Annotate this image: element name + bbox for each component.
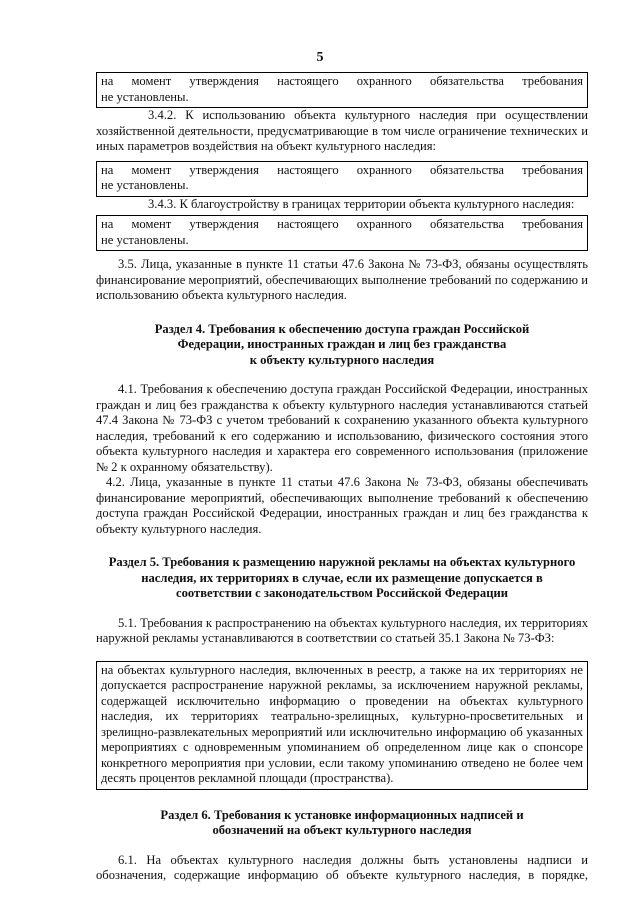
requirements-box-2 [96, 161, 588, 197]
section-6-heading [96, 808, 588, 839]
box-text-end: не установлены. [101, 178, 189, 192]
section-4-heading-line: Федерации, иностранных граждан и лиц без гражданства [177, 337, 507, 351]
section-6-heading-line: Раздел 6. Требования к установке информационных надписей и [160, 807, 524, 822]
section-4-heading-line: Раздел 4. Требования к обеспечению доступа граждан Российской [154, 321, 530, 336]
section-5-heading [96, 555, 588, 602]
section-4-heading [96, 322, 588, 369]
item-4-1: 4.1. Требования к обеспечению доступа граждан Российской Федерации, иностранных граждан и лиц без гражданства к объекту культурного наследия устанавливаются статьей 47.4 Закона № 73-ФЗ с учетом требований к сохранению указанного объекта культурного наследия, требований к его содержанию и использованию, физического состояния этого объекта культурного наследия и характера его современного использования (приложение № 2 к охранному обязательству). [96, 382, 588, 474]
box-text: на момент утверждения настоящего охранного обязательства требования [101, 74, 583, 88]
item-4-2: 4.2. Лица, указанные в пункте 11 статьи 47.6 Закона № 73-ФЗ, обязаны обеспечивать финансирование мероприятий, обеспечивающих выполнение требований к обеспечению доступа граждан Российской Федерации, иностранных граждан и лиц без гражданства к объекту культурного наследия. [96, 475, 588, 536]
page-number: 5 [316, 50, 324, 65]
section-5-heading-line: Раздел 5. Требования к размещению наружной рекламы на объектах культурного [108, 555, 576, 569]
item-3-5: 3.5. Лица, указанные в пункте 11 статьи 47.6 Закона № 73-ФЗ, обязаны осуществлять финансирование мероприятий, обеспечивающих выполнение требований по содержанию и использованию объекта культурного наследия. [96, 257, 588, 302]
box-text: на момент утверждения настоящего охранного обязательства требования [101, 162, 583, 177]
box-text-end: не установлены. [101, 232, 189, 247]
box-text-end: не установлены. [101, 89, 189, 104]
document-body [96, 72, 588, 884]
item-6-1: 6.1. На объектах культурного наследия должны быть установлены надписи и обозначения, содержащие информацию об объекте культурного наследия, в порядке, [96, 852, 588, 882]
section-4-heading-line: к объекту культурного наследия [249, 352, 435, 367]
requirements-box-1 [96, 72, 588, 108]
section-5-heading-line: соответствии с законодательством Российской Федерации [176, 586, 508, 600]
section-6-heading-line: обозначений на объект культурного наследия [212, 823, 472, 837]
advertising-requirements-box [96, 661, 588, 790]
item-3-4-3: 3.4.3. К благоустройству в границах территории объекта культурного наследия: [148, 196, 575, 211]
item-5-1: 5.1. Требования к распространению на объектах культурного наследия, их территориях наружной рекламы устанавливаются в соответствии со статьей 35.1 Закона № 73-ФЗ: [96, 615, 588, 645]
requirements-box-3 [96, 215, 588, 251]
section-5-heading-line: наследия, их территориях в случае, если их размещение допускается в [141, 570, 543, 585]
item-3-4-2: 3.4.2. К использованию объекта культурного наследия при осуществлении хозяйственной деятельности, предусматривающие в том числе ограничение технических и иных параметров воздействия на объект культурного наследия: [96, 108, 588, 153]
box-text: на момент утверждения настоящего охранного обязательства требования [101, 217, 583, 231]
advertising-box-text: на объектах культурного наследия, включенных в реестр, а также на их территориях не допускается распространение наружной рекламы, за исключением наружной рекламы, содержащей исключительно информацию о проведении на объектах культурного наследия, их территориях театрально-зрелищных, культурно-просветительных и зрелищно-развлекательных мероприятий или исключительно информацию об указанных мероприятиях с одновременным упоминанием об определенном лице как о спонсоре конкретного мероприятия при условии, если такому упоминанию отведено не более чем десять процентов рекламной площади (пространства). [101, 662, 583, 785]
